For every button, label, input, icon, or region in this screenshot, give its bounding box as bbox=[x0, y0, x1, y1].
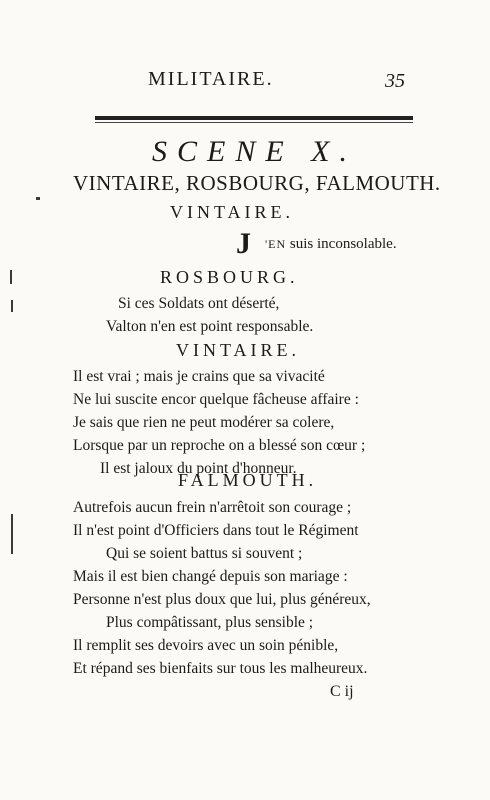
page-number: 35 bbox=[385, 70, 405, 92]
margin-mark bbox=[11, 300, 13, 312]
margin-mark bbox=[36, 197, 40, 200]
verse-line: Si ces Soldats ont déserté, bbox=[118, 295, 280, 312]
verse-line: Autrefois aucun frein n'arrêtoit son courage ; bbox=[73, 499, 352, 516]
drop-cap: J bbox=[236, 227, 251, 260]
opening-rest: suis inconsolable. bbox=[286, 236, 397, 252]
verse-line: Valton n'en est point responsable. bbox=[106, 318, 314, 335]
speaker-rosbourg: ROSBOURG. bbox=[160, 267, 299, 287]
character-list: VINTAIRE, ROSBOURG, FALMOUTH. bbox=[73, 171, 441, 195]
verse-line: Et répand ses bienfaits sur tous les malheureux. bbox=[73, 660, 368, 677]
header-rule bbox=[95, 116, 413, 120]
signature-mark: C ij bbox=[330, 683, 354, 700]
verse-line: Mais il est bien changé depuis son mariage : bbox=[73, 568, 348, 585]
margin-mark bbox=[10, 270, 12, 284]
verse-line: Je sais que rien ne peut modérer sa colere, bbox=[73, 414, 335, 431]
verse-line: Lorsque par un reproche on a blessé son cœur ; bbox=[73, 437, 366, 454]
verse-line: Plus compâtissant, plus sensible ; bbox=[106, 614, 314, 631]
verse-line: Qui se soient battus si souvent ; bbox=[106, 545, 303, 562]
verse-line: Il est jaloux du point d'honneur. bbox=[100, 460, 297, 477]
running-head: MILITAIRE. bbox=[148, 68, 274, 90]
verse-line: Il est vrai ; mais je crains que sa vivacité bbox=[73, 368, 325, 385]
opening-line bbox=[265, 236, 397, 253]
verse-line: Ne lui suscite encor quelque fâcheuse affaire : bbox=[73, 391, 359, 408]
scene-title: SCENE X. bbox=[152, 135, 357, 168]
speaker-falmouth: FALMOUTH. bbox=[178, 470, 318, 490]
opening-smallcaps: 'EN bbox=[265, 237, 287, 251]
margin-mark bbox=[11, 514, 13, 554]
verse-line: Personne n'est plus doux que lui, plus généreux, bbox=[73, 591, 371, 608]
verse-line: Il remplit ses devoirs avec un soin pénible, bbox=[73, 637, 339, 654]
speaker-vintaire-2: VINTAIRE. bbox=[176, 340, 301, 360]
verse-line: Il n'est point d'Officiers dans tout le Régiment bbox=[73, 522, 359, 539]
header-rule-thin bbox=[95, 122, 413, 123]
speaker-vintaire: VINTAIRE. bbox=[170, 202, 295, 222]
